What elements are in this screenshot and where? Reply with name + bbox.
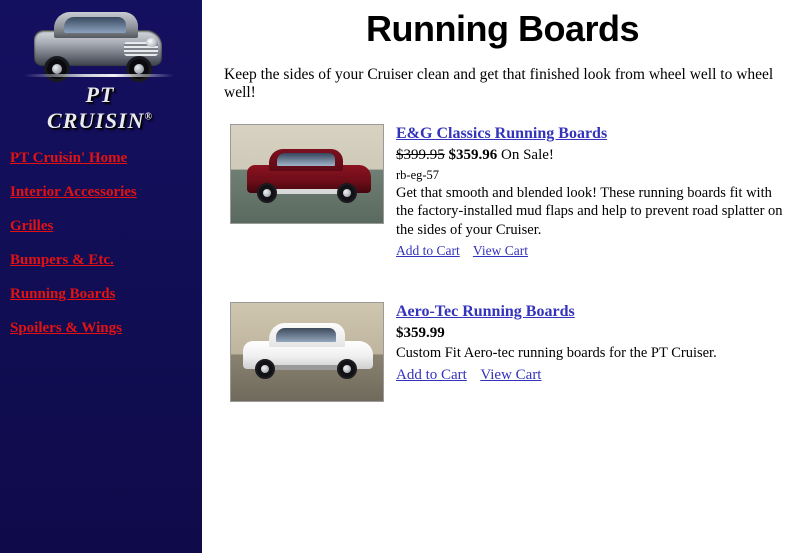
- product-listing: [202, 124, 803, 260]
- product-cart-actions: [396, 366, 789, 385]
- product-price-line: [396, 324, 789, 343]
- page-title: Running Boards: [366, 8, 639, 49]
- logo-registered-mark: ®: [144, 111, 153, 123]
- logo-brand-text: PT CRUISIN: [47, 82, 145, 133]
- product-details: [396, 124, 789, 260]
- sidebar-item-home[interactable]: PT Cruisin' Home: [10, 150, 128, 166]
- product-price-sale: $359.99: [396, 325, 445, 342]
- pt-cruiser-car-icon: [28, 8, 168, 78]
- product-image[interactable]: [230, 124, 384, 224]
- product-title-link[interactable]: E&G Classics Running Boards: [396, 125, 608, 142]
- product-price-line: [396, 146, 789, 165]
- product-details: [396, 302, 789, 385]
- add-to-cart-link[interactable]: Add to Cart: [396, 243, 460, 259]
- product-cart-actions: [396, 242, 789, 259]
- product-sale-badge: On Sale!: [501, 147, 554, 164]
- sidebar-item-spoilers-wings[interactable]: Spoilers & Wings: [10, 320, 122, 336]
- sidebar-item-interior-accessories[interactable]: Interior Accessories: [10, 184, 137, 200]
- product-listing: [202, 302, 803, 402]
- sidebar-item-bumpers[interactable]: Bumpers & Etc.: [10, 252, 114, 268]
- view-cart-link[interactable]: View Cart: [480, 366, 542, 383]
- product-description: Get that smooth and blended look! These running boards fit with the factory-installed mud flaps and help to prevent road splatter on the sides of your Cruiser.: [396, 184, 783, 238]
- sidebar: [0, 0, 202, 553]
- view-cart-link[interactable]: View Cart: [472, 243, 528, 259]
- sidebar-item-grilles[interactable]: Grilles: [10, 218, 54, 234]
- product-price-sale: $359.96: [448, 147, 498, 164]
- add-to-cart-link[interactable]: Add to Cart: [396, 366, 467, 383]
- product-title-link[interactable]: Aero-Tec Running Boards: [396, 302, 575, 320]
- product-sku: rb-eg-57: [396, 167, 440, 182]
- product-image[interactable]: [230, 302, 384, 402]
- logo-swoosh-decoration: [24, 74, 174, 77]
- product-description: Custom Fit Aero-tec running boards for the PT Cruiser.: [396, 345, 717, 362]
- product-price-original: $399.95: [396, 147, 445, 164]
- logo-wordmark: [32, 82, 168, 134]
- site-logo[interactable]: [0, 0, 202, 132]
- main-content: [202, 0, 803, 553]
- sidebar-nav: [0, 150, 202, 337]
- sidebar-item-running-boards[interactable]: Running Boards: [10, 286, 116, 302]
- page-intro-text: Keep the sides of your Cruiser clean and get that finished look from wheel well to wheel well!: [224, 66, 774, 101]
